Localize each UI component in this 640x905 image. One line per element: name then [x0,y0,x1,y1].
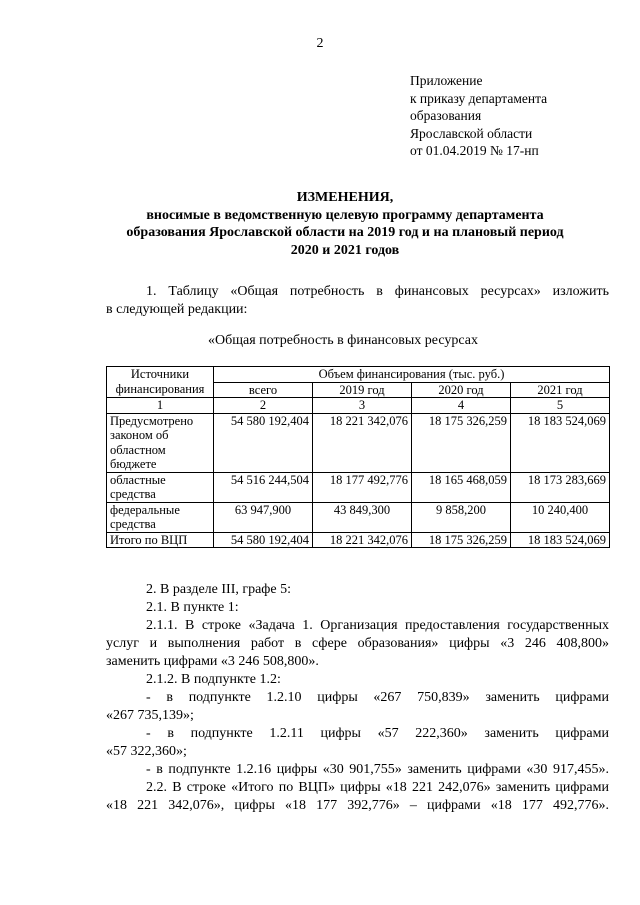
value-cell: 63 947,900 [214,502,313,532]
source-cell: федеральные средства [107,502,214,532]
section-2-line: «18 221 342,076», цифры «18 177 392,776» – цифрами «18 177 492,776». [106,798,609,813]
appendix-line: к приказу департамента [410,90,548,106]
column-number-cell: 4 [412,398,511,414]
column-number-cell: 1 [107,398,214,414]
section-2-line: - в подпункте 1.2.16 цифры «30 901,755» заменить цифрами «30 917,455». [146,762,609,777]
item-1-line: 1. Таблицу «Общая потребность в финансовых ресурсах» изложить [146,284,609,299]
value-cell: 54 580 192,404 [214,413,313,472]
value-cell: 18 183 524,069 [511,413,610,472]
section-2-line: «57 322,360»; [106,744,187,759]
value-cell: 10 240,400 [511,502,610,532]
source-cell: Итого по ВЦП [107,532,214,548]
table-row [107,472,610,502]
title-line: ИЗМЕНЕНИЯ, [296,190,394,205]
section-2-line: 2.1. В пункте 1: [146,600,239,615]
document-title [90,189,600,259]
table-row [107,532,610,548]
appendix-line: Ярославской области [410,125,533,141]
appendix-block [410,72,547,160]
section-2-line: 2.1.1. В строке «Задача 1. Организация предоставления государственных [146,618,609,633]
item-1-line: в следующей редакции: [106,301,248,317]
section-2-line: услуг и выполнения работ в сфере образования» цифры «3 246 408,800» [106,636,609,651]
value-cell: 18 221 342,076 [313,532,412,548]
appendix-line: Приложение [410,73,483,88]
value-cell: 18 175 326,259 [412,532,511,548]
value-cell: 18 221 342,076 [313,413,412,472]
item-1-paragraph [106,283,609,318]
value-cell: 18 165 468,059 [412,472,511,502]
header-2019-cell: 2019 год [313,382,412,398]
appendix-line: от 01.04.2019 № 17-нп [410,143,539,158]
value-cell: 54 516 244,504 [214,472,313,502]
source-cell: Предусмотрено законом об областном бюджете [107,413,214,472]
appendix-line: образования [410,108,482,123]
column-number-cell: 2 [214,398,313,414]
value-cell: 18 177 492,776 [313,472,412,502]
page-number: 2 [316,36,324,51]
table-header-row [107,367,610,383]
value-cell: 9 858,200 [412,502,511,532]
table-caption: «Общая потребность в финансовых ресурсах [208,333,478,348]
section-2-line: «267 735,139»; [106,708,194,723]
section-2-line: заменить цифрами «3 246 508,800». [106,654,319,669]
value-cell: 18 175 326,259 [412,413,511,472]
value-cell: 18 173 283,669 [511,472,610,502]
header-source-cell: Источники финансирования [107,367,214,398]
header-total-cell: всего [214,382,313,398]
table-row [107,502,610,532]
section-2-line: 2.2. В строке «Итого по ВЦП» цифры «18 221 242,076» заменить цифрами [146,780,609,795]
financing-table [106,366,610,548]
section-2 [106,581,609,815]
column-number-cell: 3 [313,398,412,414]
title-line: образования Ярославской области на 2019 год и на плановый период [126,225,564,240]
section-2-line: - в подпункте 1.2.10 цифры «267 750,839» заменить цифрами [146,690,609,705]
value-cell: 54 580 192,404 [214,532,313,548]
source-cell: областные средства [107,472,214,502]
header-volume-cell: Объем финансирования (тыс. руб.) [214,367,610,383]
value-cell: 18 183 524,069 [511,532,610,548]
value-cell: 43 849,300 [313,502,412,532]
header-2020-cell: 2020 год [412,382,511,398]
column-number-cell: 5 [511,398,610,414]
table-row [107,413,610,472]
title-line: вносимые в ведомственную целевую программу департамента [146,207,544,223]
section-2-line: - в подпункте 1.2.11 цифры «57 222,360» заменить цифрами [146,726,609,741]
column-number-row [107,398,610,414]
header-2021-cell: 2021 год [511,382,610,398]
title-line: 2020 и 2021 годов [290,242,400,258]
section-2-line: 2.1.2. В подпункте 1.2: [146,672,281,687]
section-2-line: 2. В разделе III, графе 5: [146,582,291,597]
